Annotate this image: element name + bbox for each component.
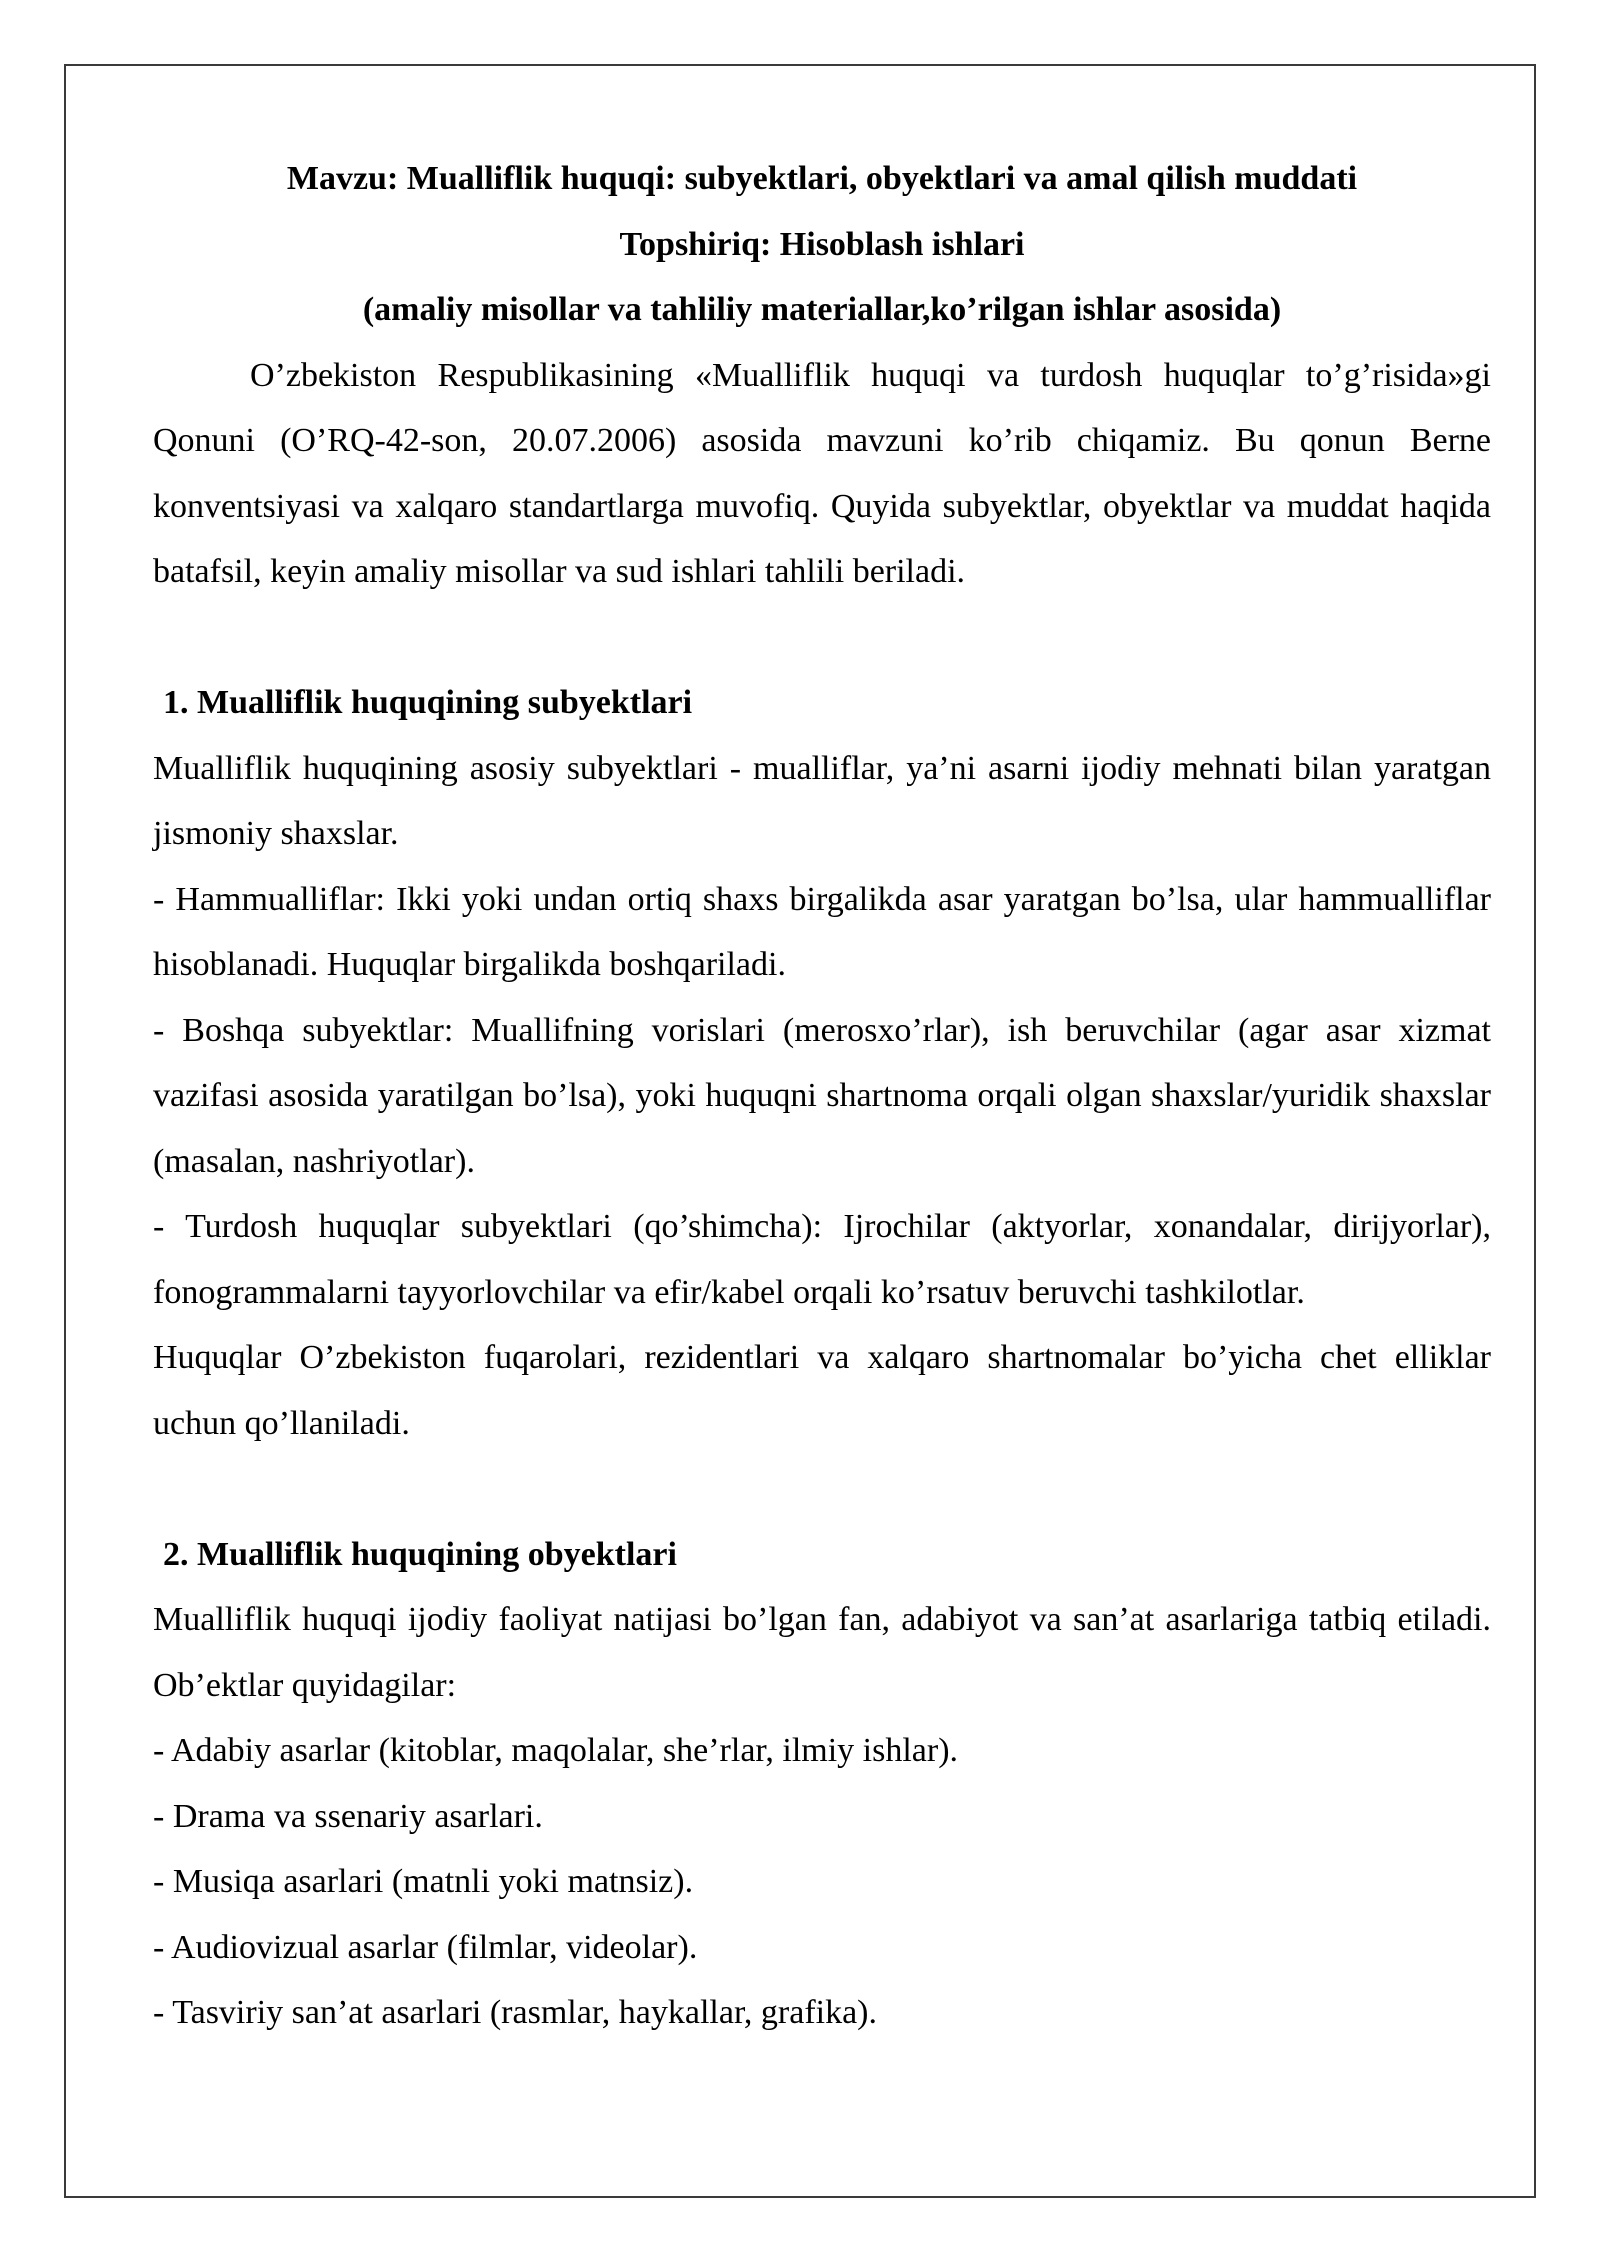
section-1-paragraph: - Hammualliflar: Ikki yoki undan ortiq shaxs birgalikda asar yaratgan bo’lsa, ular hammualliflar hisoblanadi. Huquqlar birgalikda boshqariladi. (153, 880, 1491, 983)
subtitle: (amaliy misollar va tahliliy materiallar,ko’rilgan ishlar asosida) (362, 291, 1282, 328)
spacer (153, 605, 1491, 671)
section-1-paragraph: Huquqlar O’zbekiston fuqarolari, rezidentlari va xalqaro shartnomalar bo’yicha chet elliklar uchun qo’llaniladi. (153, 1339, 1491, 1442)
section-2-heading: 2. Mualliflik huquqining obyektlari (163, 1535, 677, 1573)
list-item: - Musiqa asarlari (matnli yoki matnsiz). (153, 1863, 694, 1900)
section-2-intro: Mualliflik huquqi ijodiy faoliyat natijasi bo’lgan fan, adabiyot va san’at asarlariga tatbiq etiladi. Ob’ektlar quyidagilar: (153, 1601, 1491, 1704)
section-1-paragraph: Mualliflik huquqining asosiy subyektlari - mualliflar, ya’ni asarni ijodiy mehnati bilan yaratgan jismoniy shaxslar. (153, 749, 1491, 852)
document-body (153, 146, 1491, 2046)
topic-title: Mavzu: Mualliflik huquqi: subyektlari, obyektlari va amal qilish muddati (286, 160, 1358, 197)
list-item: - Audiovizual asarlar (filmlar, videolar). (153, 1928, 698, 1966)
intro-paragraph: O’zbekiston Respublikasining «Mualliflik huquqi va turdosh huquqlar to’g’risida»gi Qonuni (O’RQ-42-son, 20.07.2006) asosida mavzuni ko’rib chiqamiz. Bu qonun Berne konventsiyasi va xalqaro standartlarga muvofiq. Quyida subyektlar, obyektlar va muddat haqida batafsil, keyin amaliy misollar va sud ishlari tahlili beriladi. (153, 356, 1491, 590)
list-item: - Drama va ssenariy asarlari. (153, 1797, 543, 1835)
spacer (153, 1456, 1491, 1522)
task-title: Topshiriq: Hisoblash ishlari (619, 225, 1025, 263)
list-item: - Tasviriy san’at asarlari (rasmlar, haykallar, grafika). (153, 1994, 877, 2031)
list-item: - Adabiy asarlar (kitoblar, maqolalar, she’rlar, ilmiy ishlar). (153, 1732, 959, 1769)
section-1-paragraph: - Boshqa subyektlar: Muallifning vorislari (merosxo’rlar), ish beruvchilar (agar asar xizmat vazifasi asosida yaratilgan bo’lsa), yoki huquqni shartnoma orqali olgan shaxslar/yuridik shaxslar (masalan, nashriyotlar). (153, 1011, 1491, 1180)
section-1-heading: 1. Mualliflik huquqining subyektlari (163, 684, 693, 721)
section-1-paragraph: - Turdosh huquqlar subyektlari (qo’shimcha): Ijrochilar (aktyorlar, xonandalar, dirijyorlar), fonogrammalarni tayyorlovchilar va efir/kabel orqali ko’rsatuv beruvchi tashkilotlar. (153, 1208, 1491, 1311)
